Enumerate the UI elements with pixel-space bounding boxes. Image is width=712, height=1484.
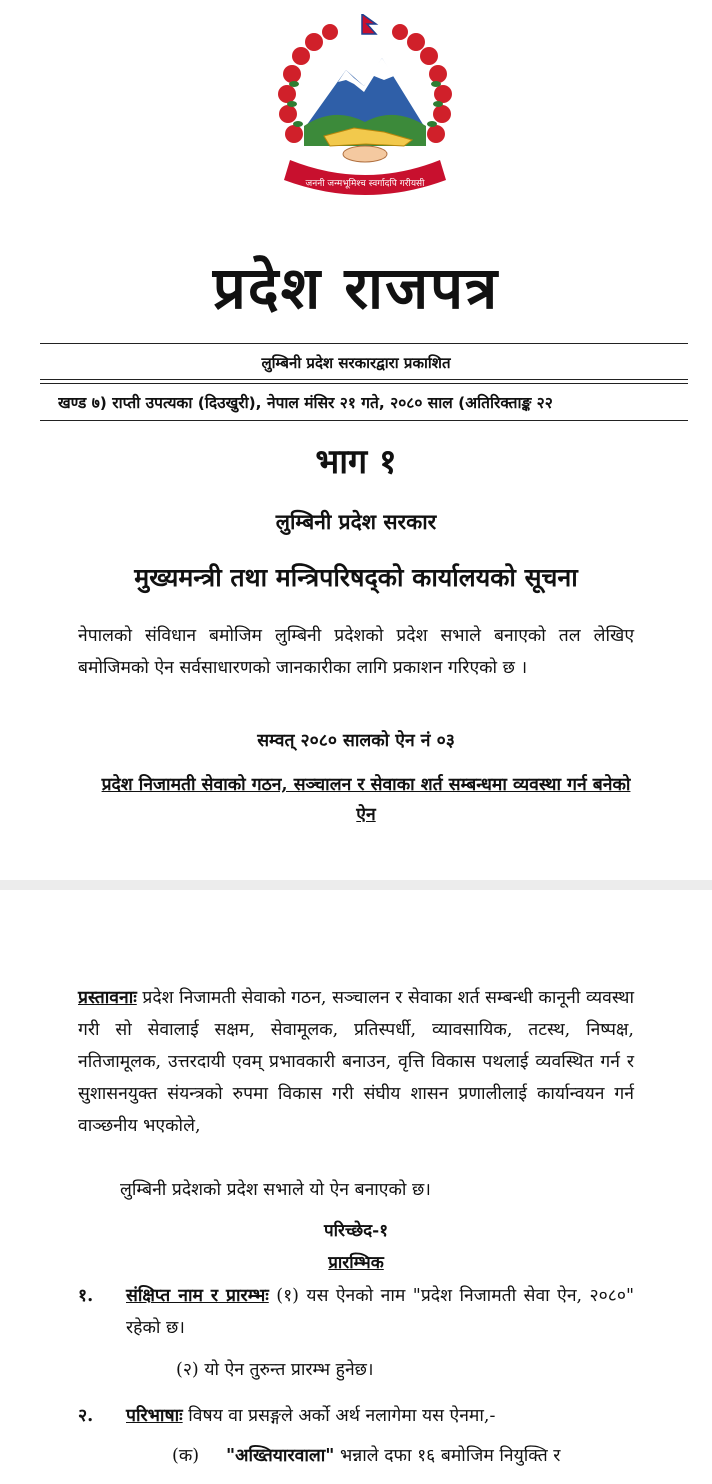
part-heading: भाग १ [315, 442, 397, 482]
clause-label: (क) [172, 1446, 200, 1466]
preamble-paragraph [78, 982, 634, 1142]
clause-term: "अख्तियारवाला" [226, 1446, 335, 1466]
emblem [254, 14, 476, 210]
issue-line: खण्ड ७) राप्ती उपत्यका (दिउखुरी), नेपाल मंसिर २१ गते, २०८० साल (अतिरिक्ताङ्क २२ [58, 394, 553, 412]
intro-paragraph: नेपालको संविधान बमोजिम लुम्बिनी प्रदेशको प्रदेश सभाले बनाएको तल लेखिए बमोजिमको ऐन सर्वसाधारणको जानकारीका लागि प्रकाशन गरिएको छ । [78, 626, 634, 678]
enactment-clause: लुम्बिनी प्रदेशको प्रदेश सभाले यो ऐन बनाएको छ। [120, 1180, 431, 1200]
preamble-label: प्रस्तावनाः [78, 988, 137, 1008]
act-number: सम्वत् २०८० सालको ऐन नं ०३ [257, 731, 455, 751]
clause-body: भन्नाले दफा १६ बमोजिम नियुक्ति र [334, 1446, 561, 1466]
government-heading: लुम्बिनी प्रदेश सरकार [275, 510, 437, 534]
section-body: (१) यस ऐनको नाम "प्रदेश निजामती सेवा ऐन, २०८०" रहेको छ। [126, 1286, 634, 1338]
section-2-text [126, 1400, 634, 1432]
chapter-title: प्रारम्भिक [328, 1253, 384, 1273]
rule-top [40, 343, 688, 344]
section-heading: परिभाषाः [126, 1406, 183, 1426]
chapter-number: परिच्छेद-१ [323, 1221, 389, 1241]
rule-bottom [40, 420, 688, 421]
gazette-masthead: प्रदेश राजपत्र [212, 254, 500, 322]
notice-title: मुख्यमन्त्री तथा मन्त्रिपरिषद्‌को कार्यालयको सूचना [134, 563, 578, 592]
act-title: प्रदेश निजामती सेवाको गठन, सञ्चालन र सेवाका शर्त सम्बन्धमा व्यवस्था गर्न बनेको ऐन [101, 775, 631, 825]
section-number: १. [78, 1286, 94, 1306]
rule-middle-2 [40, 383, 688, 384]
section-body: विषय वा प्रसङ्गले अर्को अर्थ नलागेमा यस ऐनमा,- [182, 1406, 496, 1426]
nepal-coat-of-arms-icon [254, 14, 476, 210]
section-heading: संक्षिप्त नाम र प्रारम्भः [126, 1286, 269, 1306]
preamble-text: प्रदेश निजामती सेवाको गठन, सञ्चालन र सेवाका शर्त सम्बन्धी कानूनी व्यवस्था गरी सो सेवालाई सक्षम, सेवामूलक, प्रतिस्पर्धी, व्यावसायिक, तटस्थ, निष्पक्ष, नतिजामूलक, उत्तरदायी एवम् प्रभावकारी बनाउन, वृत्ति विकास पथलाई व्यवस्थित गर्न र सुशासनयुक्त संयन्त्रको रुपमा विकास गरी संघीय शासन प्रणालीलाई कार्यान्वयन गर्न वाञ्छनीय भएकोले, [78, 988, 634, 1136]
rule-middle-1 [40, 379, 688, 380]
section-1-text [126, 1280, 634, 1344]
clause-text [226, 1440, 634, 1472]
publisher-line: लुम्बिनी प्रदेश सरकारद्वारा प्रकाशित [261, 354, 451, 372]
page-separator [0, 880, 712, 890]
subsection: (२) यो ऐन तुरुन्त प्रारम्भ हुनेछ। [176, 1360, 374, 1380]
section-number: २. [78, 1406, 94, 1426]
emblem-motto: जननी जन्मभूमिश्च स्वर्गादपि गरीयसी [305, 179, 425, 189]
